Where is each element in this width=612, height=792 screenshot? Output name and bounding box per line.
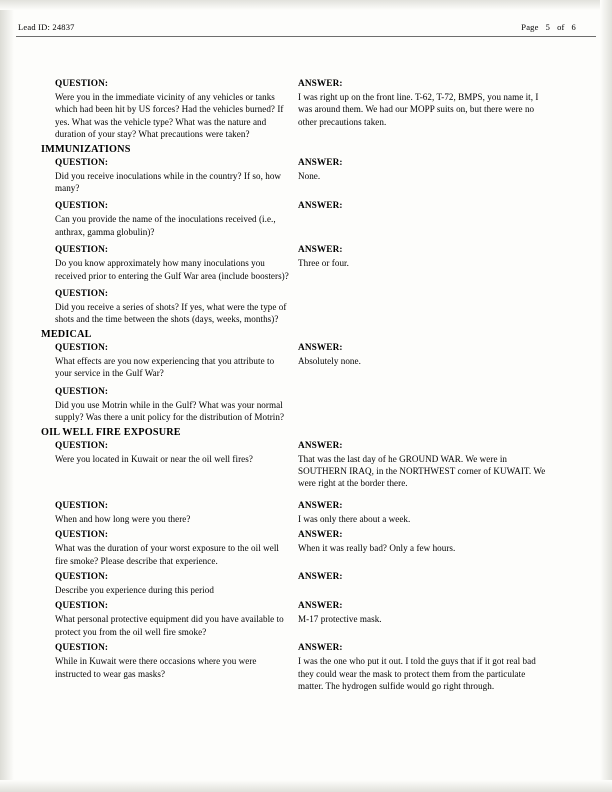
answer-column xyxy=(298,342,552,380)
answer-label: ANSWER: xyxy=(298,643,343,654)
question-text: Did you receive inoculations while in the country? If so, how many? xyxy=(55,170,282,194)
qa-block xyxy=(55,642,560,692)
question-label: QUESTION: xyxy=(55,157,109,168)
qa-block xyxy=(55,500,560,525)
qa-block xyxy=(55,386,560,424)
answer-label: ANSWER: xyxy=(298,440,343,451)
question-text: Did you receive a series of shots? If yes, what were the type of shots and the time between the shots (days, weeks, months)? xyxy=(55,302,287,325)
answer-label: ANSWER: xyxy=(298,79,343,89)
question-column xyxy=(55,78,298,141)
question-column xyxy=(55,288,298,326)
answer-text: That was the last day of he GROUND WAR. We were in SOUTHERN IRAQ, in the NORTHWEST corner of KUWAIT. We were right at the border there. xyxy=(298,453,546,489)
answer-column xyxy=(298,78,552,141)
section-heading-immunizations: IMMUNIZATIONS xyxy=(41,143,131,155)
qa-block xyxy=(55,244,560,282)
answer-label: ANSWER: xyxy=(298,157,343,168)
answer-label: ANSWER: xyxy=(298,245,343,256)
question-column xyxy=(55,200,298,238)
question-label: QUESTION: xyxy=(55,500,109,511)
page-number-group xyxy=(521,22,594,32)
answer-column xyxy=(298,157,552,195)
qa-block xyxy=(55,529,560,567)
question-label: QUESTION: xyxy=(55,79,109,89)
section-heading-oil-well-fire-exposure: OIL WELL FIRE EXPOSURE xyxy=(41,426,181,438)
question-label: QUESTION: xyxy=(55,386,109,397)
qa-block xyxy=(55,571,560,596)
question-text: What effects are you now experiencing that you attribute to your service in the Gulf War? xyxy=(55,355,275,379)
question-column xyxy=(55,440,298,490)
question-column xyxy=(55,244,298,282)
answer-text: Three or four. xyxy=(298,258,349,269)
question-label: QUESTION: xyxy=(55,342,109,353)
answer-text: Absolutely none. xyxy=(298,355,361,366)
answer-label: ANSWER: xyxy=(298,530,343,541)
question-column xyxy=(55,386,298,424)
answer-text: When it was really bad? Only a few hours. xyxy=(298,543,456,554)
question-text: Were you in the immediate vicinity of any vehicles or tanks which had been hit by US forces? Had the vehicles burned? If yes. What was the vehicle type? What was the nature and duration of your stay? What precautions were taken? xyxy=(55,92,284,140)
answer-column xyxy=(298,642,552,692)
qa-block xyxy=(55,600,560,638)
question-column xyxy=(55,642,298,692)
question-text: Did you use Motrin while in the Gulf? What was your normal supply? Was there a unit policy for the distribution of Motrin? xyxy=(55,399,285,423)
answer-label: ANSWER: xyxy=(298,342,343,353)
page-total: 6 xyxy=(571,22,576,32)
qa-block xyxy=(55,157,560,195)
question-label: QUESTION: xyxy=(55,571,109,582)
question-text: Describe you experience during this period xyxy=(55,584,214,595)
scan-edge-right xyxy=(600,0,612,792)
page-current: 5 xyxy=(545,22,551,32)
answer-text: I was right up on the front line. T-62, T-72, BMPS, you name it, I was around them. We had our MOPP suits on, but there were no other precautions taken. xyxy=(298,92,539,127)
scan-edge-left xyxy=(0,0,14,792)
question-text: When and how long were you there? xyxy=(55,513,191,524)
document-body xyxy=(41,78,560,692)
question-column xyxy=(55,600,298,638)
question-text: While in Kuwait were there occasions where you were instructed to wear gas masks? xyxy=(55,656,257,679)
question-column xyxy=(55,500,298,525)
answer-column xyxy=(298,288,552,326)
qa-block xyxy=(55,78,560,141)
scan-edge-top xyxy=(0,0,612,10)
answer-text: None. xyxy=(298,170,321,181)
question-text: Do you know approximately how many inoculations you received prior to entering the Gulf War area (include boosters)? xyxy=(55,258,289,281)
question-label: QUESTION: xyxy=(55,289,109,300)
question-text: Can you provide the name of the inoculations received (i.e., anthrax, gamma globulin)? xyxy=(55,214,276,237)
answer-label: ANSWER: xyxy=(298,500,343,511)
answer-text: M-17 protective mask. xyxy=(298,614,382,625)
question-column xyxy=(55,157,298,195)
question-column xyxy=(55,571,298,596)
qa-block xyxy=(55,342,560,380)
qa-block xyxy=(55,288,560,326)
answer-column xyxy=(298,500,552,525)
page-of-word: of xyxy=(557,22,565,32)
header-divider xyxy=(16,36,596,37)
question-text: Were you located in Kuwait or near the oil well fires? xyxy=(55,453,253,464)
page-header xyxy=(18,22,594,32)
answer-label: ANSWER: xyxy=(298,571,343,582)
answer-text: I was only there about a week. xyxy=(298,513,411,524)
answer-column xyxy=(298,600,552,638)
answer-column xyxy=(298,440,552,490)
answer-column xyxy=(298,571,552,596)
question-label: QUESTION: xyxy=(55,530,109,541)
page-word: Page xyxy=(521,22,539,32)
qa-block xyxy=(55,440,560,490)
question-label: QUESTION: xyxy=(55,201,109,212)
answer-label: ANSWER: xyxy=(298,601,343,612)
question-text: What was the duration of your worst exposure to the oil well fire smoke? Please describe that experience. xyxy=(55,543,279,566)
question-text: What personal protective equipment did you have available to protect you from the oil well fire smoke? xyxy=(55,614,284,637)
qa-block xyxy=(55,200,560,238)
answer-column xyxy=(298,200,552,238)
section-heading-medical: MEDICAL xyxy=(41,328,92,340)
answer-text: I was the one who put it out. I told the guys that if it got real bad they could wear the mask to protect them from the particulate matter. The hydrogen sulfide would go right through. xyxy=(298,656,536,691)
question-column xyxy=(55,342,298,380)
question-label: QUESTION: xyxy=(55,245,109,256)
answer-column xyxy=(298,386,552,424)
question-label: QUESTION: xyxy=(55,440,109,451)
answer-column xyxy=(298,529,552,567)
question-label: QUESTION: xyxy=(55,643,109,654)
scan-edge-bottom xyxy=(0,780,612,792)
question-column xyxy=(55,529,298,567)
answer-label: ANSWER: xyxy=(298,201,343,212)
lead-id: Lead ID: 24837 xyxy=(18,22,75,32)
question-label: QUESTION: xyxy=(55,601,109,612)
answer-column xyxy=(298,244,552,282)
